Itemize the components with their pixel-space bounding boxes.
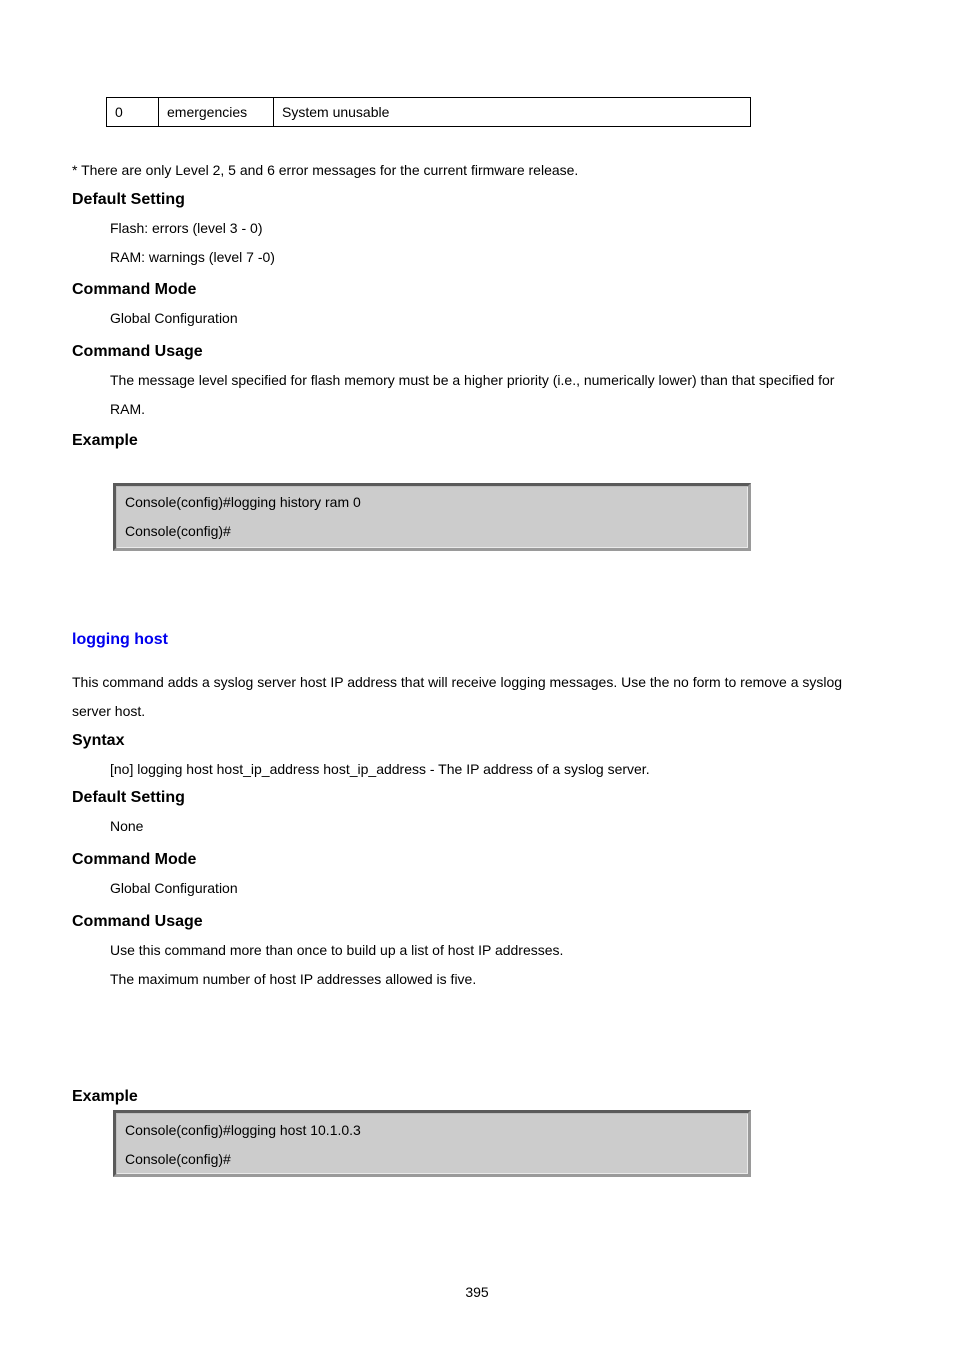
example-heading: Example	[72, 1088, 138, 1105]
syntax-heading: Syntax	[72, 732, 125, 749]
severity-levels-table	[106, 97, 751, 127]
console-line: Console(config)#	[125, 1151, 231, 1167]
level-cell: 0	[107, 98, 159, 127]
command-mode-heading: Command Mode	[72, 281, 197, 298]
default-setting: None	[110, 818, 144, 834]
console-example-box	[113, 483, 751, 551]
command-usage-heading: Command Usage	[72, 343, 203, 360]
default-setting-heading: Default Setting	[72, 789, 185, 806]
default-setting-heading: Default Setting	[72, 191, 185, 208]
section-title-logging-host[interactable]: logging host	[72, 631, 168, 648]
default-flash: Flash: errors (level 3 - 0)	[110, 220, 263, 236]
level-name-cell: emergencies	[159, 98, 274, 127]
syntax-text: [no] logging host host_ip_address host_ip_address - The IP address of a syslog server.	[110, 761, 650, 777]
command-mode-heading: Command Mode	[72, 851, 197, 868]
command-usage-line: The maximum number of host IP addresses allowed is five.	[110, 971, 477, 987]
command-usage-line: RAM.	[110, 401, 145, 417]
level-description-cell: System unusable	[274, 98, 751, 127]
command-mode: Global Configuration	[110, 310, 238, 326]
command-usage-line: The message level specified for flash memory must be a higher priority (i.e., numerically lower) than that specified for	[110, 372, 835, 388]
example-heading: Example	[72, 432, 138, 449]
page-number: 395	[465, 1284, 489, 1300]
footnote: * There are only Level 2, 5 and 6 error messages for the current firmware release.	[72, 162, 579, 178]
command-usage-line: Use this command more than once to build up a list of host IP addresses.	[110, 942, 564, 958]
console-line: Console(config)#	[125, 523, 231, 539]
command-mode: Global Configuration	[110, 880, 238, 896]
description-line: server host.	[72, 703, 146, 719]
console-line: Console(config)#logging host 10.1.0.3	[125, 1122, 361, 1138]
console-line: Console(config)#logging history ram 0	[125, 494, 361, 510]
console-example-box	[113, 1110, 751, 1177]
description-line: This command adds a syslog server host IP address that will receive logging messages. Use the no form to remove a syslog	[72, 674, 843, 690]
command-usage-heading: Command Usage	[72, 913, 203, 930]
table-row	[107, 98, 751, 127]
default-ram: RAM: warnings (level 7 -0)	[110, 249, 275, 265]
